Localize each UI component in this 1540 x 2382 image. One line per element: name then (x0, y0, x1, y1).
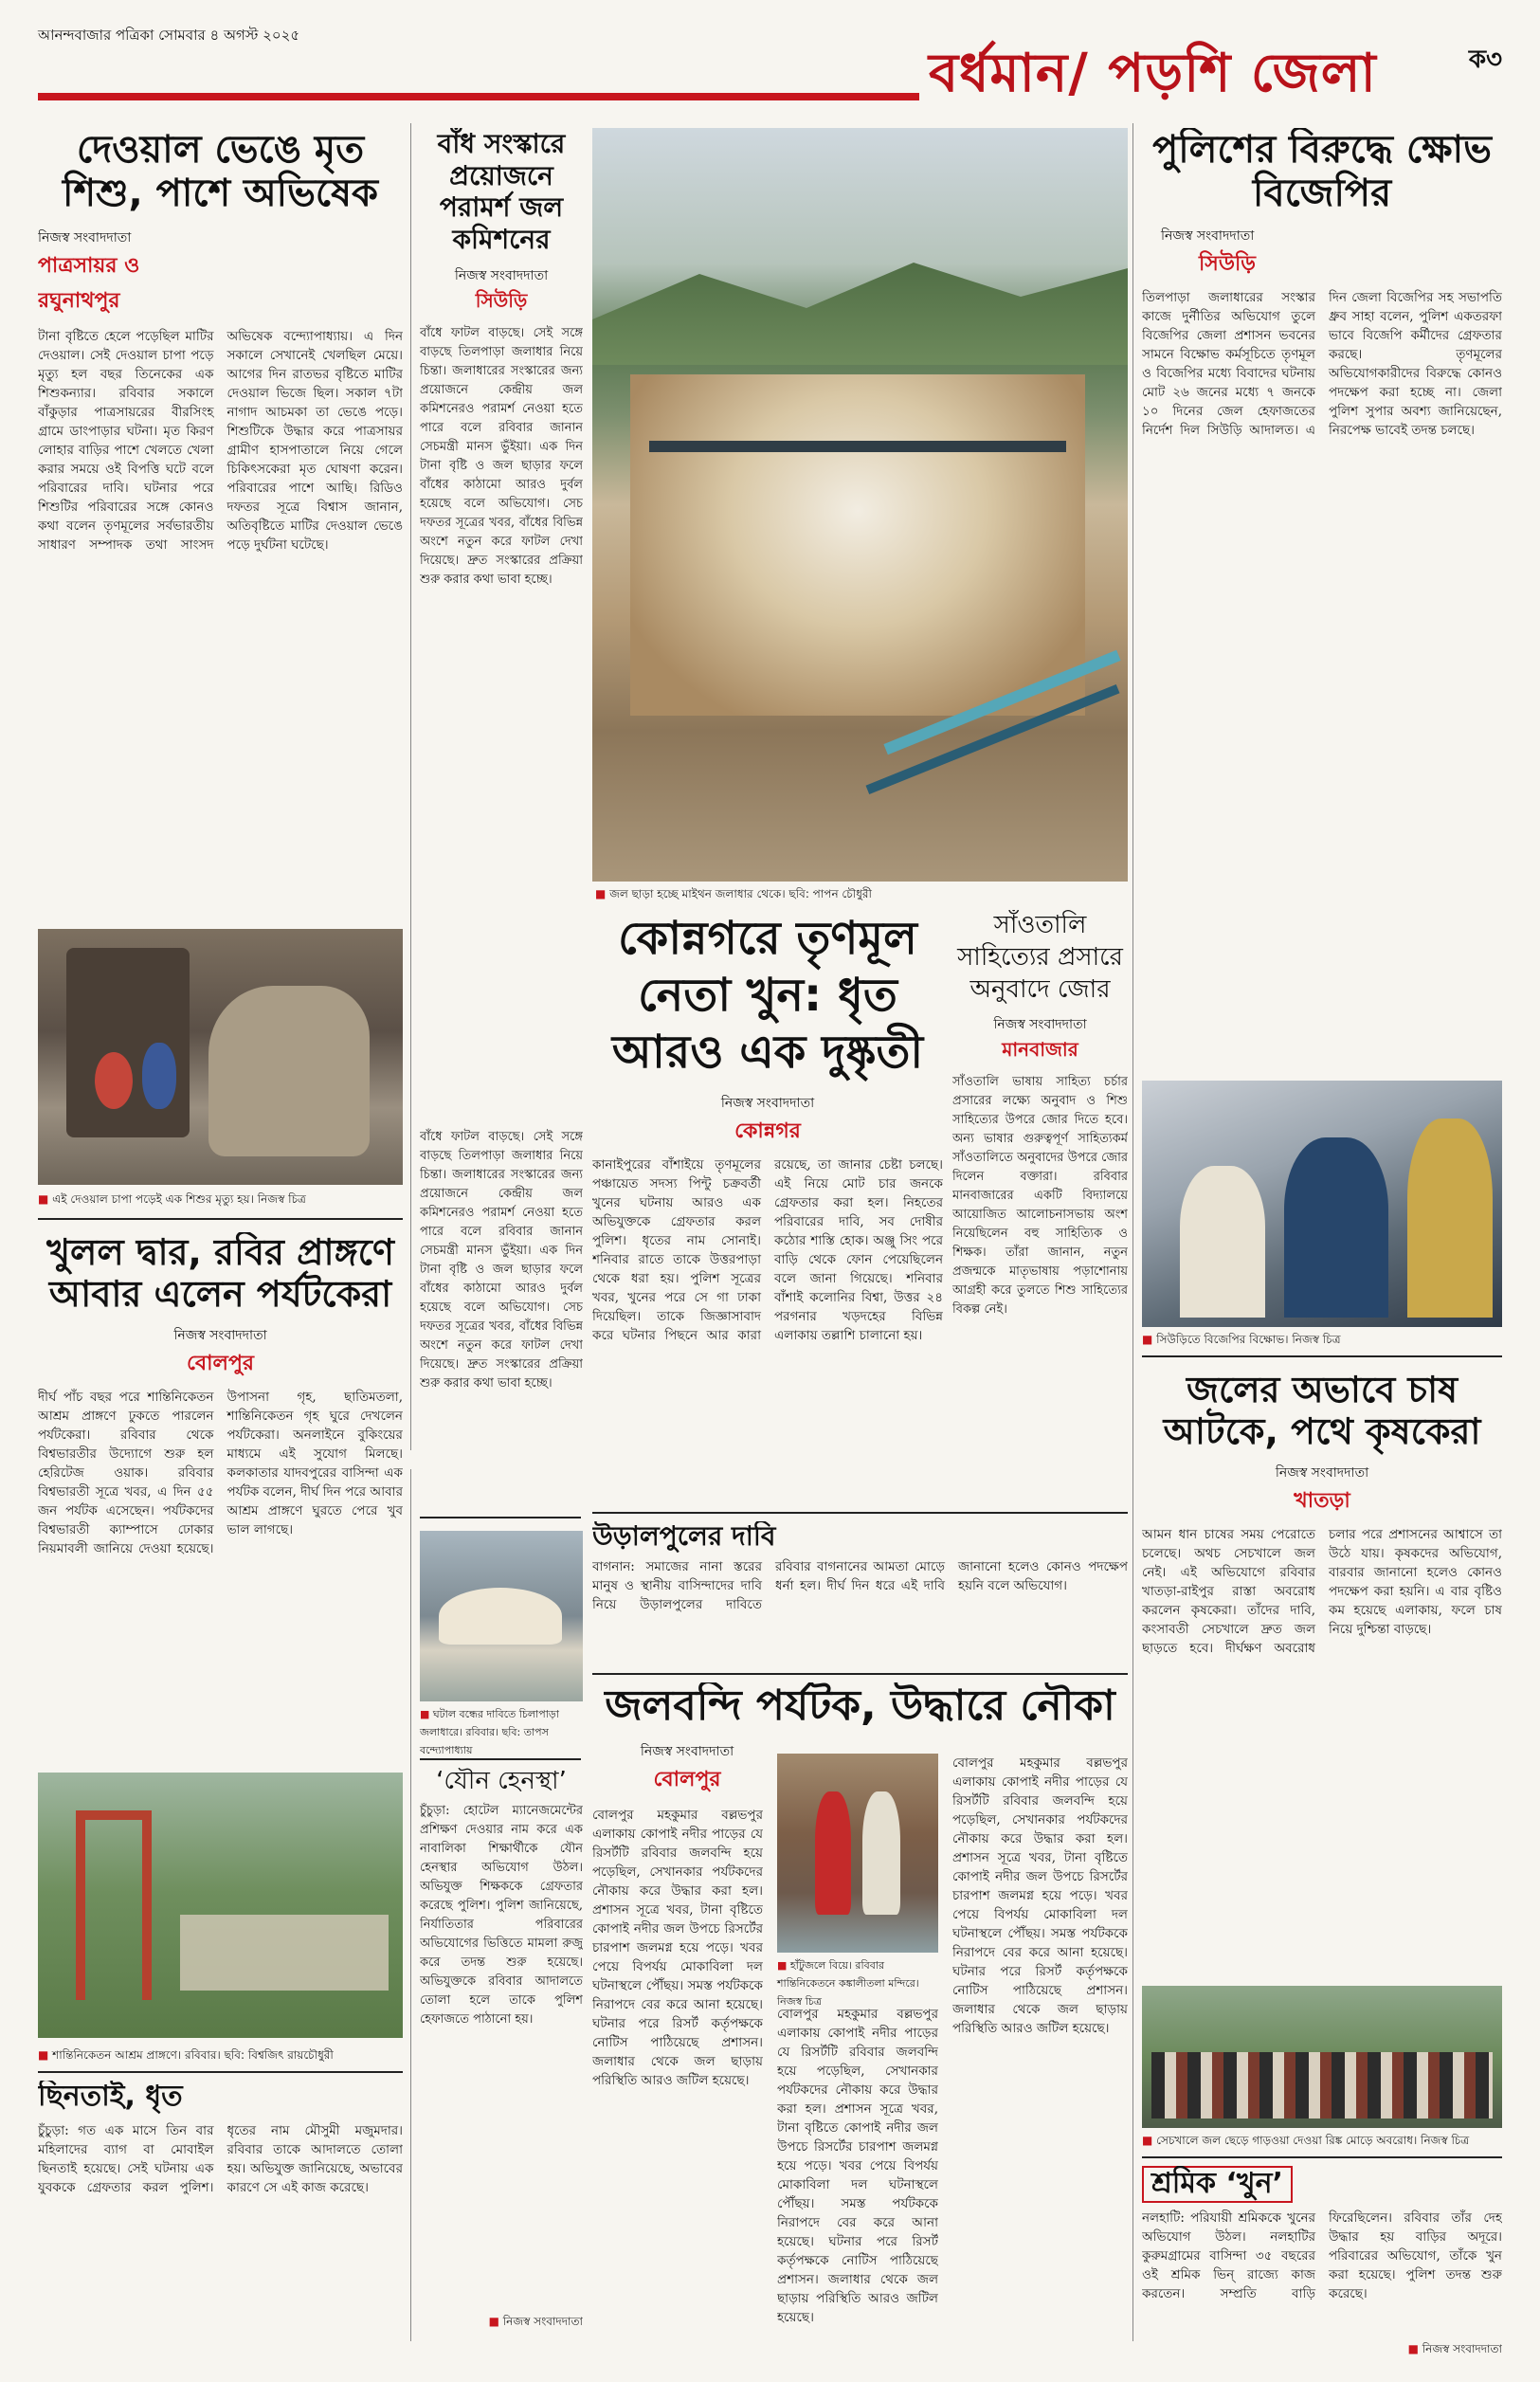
byline: নিজস্ব সংবাদদাতা (1161, 228, 1255, 244)
protest-photo (1142, 1081, 1502, 1327)
divider (1142, 1355, 1502, 1357)
headline: দেওয়াল ভেঙে মৃত শিশু, পাশে অভিষেক (62, 128, 379, 215)
column-rule (410, 123, 411, 1450)
headline: খুলল দ্বার, রবির প্রাঙ্গণে আবার এলেন পর্যটকেরা (46, 1232, 394, 1315)
headline: কোন্নগরে তৃণমূল নেতা খুন: ধৃত আরও এক দুষ্কৃতী (611, 912, 924, 1079)
story-dam-continued (420, 1128, 583, 1507)
byline: নিজস্ব সংবাদদাতা (720, 1096, 815, 1111)
dateline: সিউড়ি (475, 289, 528, 313)
article-body: বাঁধে ফাটল বাড়ছে। সেই সঙ্গে বাড়ছে তিলপাড়া জলাধার নিয়ে চিন্তা। জলাধারের সংস্কারের জন্য প্রয়োজনে কেন্দ্রীয় জল কমিশনেরও পরামর্শ নেওয়া হতে পারে বলে রবিবার জানান সেচমন্ত্রী মানস ভুঁইয়া। এক দিন টানা বৃষ্টি ও জল ছাড়ার ফলে বাঁধের কাঠামো আরও দুর্বল হয়েছে বলে অভিযোগ। সেচ দফতর সূত্রের খবর, বাঁধের বিভিন্ন অংশে নতুন করে ফাটল দেখা দিয়েছে। দ্রুত সংস্কারের প্রক্রিয়া শুরু করার কথা ভাবা হচ্ছে। (420, 326, 583, 588)
headline: শ্রমিক ‘খুন’ (1142, 2166, 1293, 2203)
article-body: চুঁচুড়া: গত এক মাসে তিন বার মহিলাদের ব্যাগ বা মোবাইল ছিনতাই হয়েছে। সেই ঘটনায় এক যুবককে গ্রেফতার করল পুলিশ। ধৃতের নাম মৌসুমী মজুমদার। রবিবার তাকে আদালতে তোলা হয়। অভিযুক্ত জানিয়েছে, অভাবের কারণে সে এই কাজ করেছে। (38, 2122, 403, 2195)
headline: জলবন্দি পর্যটক, উদ্ধারে নৌকা (605, 1682, 1115, 1730)
credit: ■ নিজস্ব সংবাদদাতা (1142, 2341, 1502, 2360)
photo-caption: ■ ঘটাল বন্ধের দাবিতে চিলাপাড়া জলাধারে। রবিবার। ছবি: তাপস বন্দ্যোপাধ্যায় (420, 1706, 583, 1760)
headline: জলের অভাবে চাষ আটকে, পথে কৃষকেরা (1163, 1370, 1481, 1452)
byline: নিজস্ব সংবাদদাতা (993, 1017, 1087, 1033)
dateline: সিউড়ি (1199, 252, 1256, 276)
photo-caption: ■ শান্তিনিকেতন আশ্রম প্রাঙ্গণে। রবিবার। ছবি: বিশ্বজিৎ রায়চৌধুরী (38, 2047, 403, 2066)
divider (1142, 2156, 1502, 2158)
byline: নিজস্ব সংবাদদাতা (640, 1743, 734, 1759)
article-body: দীর্ঘ পাঁচ বছর পরে শান্তিনিকেতন আশ্রম প্রাঙ্গণে ঢুকতে পারলেন পর্যটকেরা। রবিবার থেকে বিশ্বভারতীর উদ্যোগে শুরু হল হেরিটেজ ওয়াক। রবিবার বিশ্বভারতী সূত্রে খবর, এ দিন ৫৫ জন পর্যটক এসেছেন। পর্যটকদের বিশ্বভারতী ক্যাম্পাসে ঢোকার নিয়মাবলী জানিয়ে দেওয়া হয়েছে। উপাসনা গৃহ, ছাতিমতলা, শান্তিনিকেতন গৃহ ঘুরে দেখলেন পর্যটকেরা। অনলাইনে বুকিংয়ের মাধ্যমে এই সুযোগ মিলছে। কলকাতার যাদবপুরের বাসিন্দা এক পর্যটক বলেন, দীর্ঘ দিন পরে আবার আশ্রম প্রাঙ্গণে ঘুরতে পেরে খুব ভাল লাগছে। (38, 1390, 403, 1557)
dam-photo (592, 128, 1128, 882)
wedding-photo (777, 1754, 938, 1953)
collapsed-wall-photo (38, 929, 403, 1185)
article-body: নলহাটি: পরিযায়ী শ্রমিককে খুনের অভিযোগ উঠল। নলহাটির কুরুমগ্রামের বাসিন্দা ৩৫ বছরের ওই শ্রমিক ভিন্‌ রাজ্যে কাজ করতেন। সম্প্রতি বাড়ি ফিরেছিলেন। রবিবার তাঁর দেহ উদ্ধার হয় বাড়ির অদূরে। পরিবারের অভিযোগ, তাঁকে খুন করা হয়েছে। পুলিশ তদন্ত শুরু করেছে। (1142, 2209, 1502, 2301)
byline: নিজস্ব সংবাদদাতা (173, 1328, 267, 1344)
byline: নিজস্ব সংবাদদাতা (454, 268, 549, 284)
dateline: খাতড়া (1294, 1489, 1350, 1514)
reservoir-photo (420, 1531, 583, 1701)
story-harassment (420, 1768, 583, 2355)
dateline: বোলপুর (653, 1767, 721, 1791)
photo-caption: ■ এই দেওয়াল চাপা পড়েই এক শিশুর মৃত্যু হয়। নিজস্ব চিত্র (38, 1191, 306, 1210)
headline: ছিনতাই, ধৃত (38, 2081, 183, 2113)
divider (38, 2071, 403, 2073)
headline: সাঁওতালি সাহিত্যের প্রসারে অনুবাদে জোর (957, 911, 1123, 1004)
dateline: বোলপুর (187, 1352, 254, 1376)
headline: পুলিশের বিরুদ্ধে ক্ষোভ বিজেপির (1152, 128, 1492, 215)
article-body: টানা বৃষ্টিতে হেলে পড়েছিল মাটির দেওয়াল। সেই দেওয়াল চাপা পড়ে মৃত্যু হল বছর তিনেকের এক শিশুকন্যার। রবিবার সকালে বাঁকুড়ার পাত্রসায়রের বীরসিংহ গ্রামে ডাংপাড়ার ঘটনা। মৃত কিরণ লোহার বাড়ির পাশে খেলতে খেলা করার সময়ে ওই বিপত্তি ঘটে বলে পরিবারের দাবি। ঘটনার পরে শিশুটির পরিবারের সঙ্গে কোনও কথা বলেন তৃণমূলের সর্বভারতীয় সাধারণ সম্পাদক তথা সাংসদ অভিষেক বন্দ্যোপাধ্যায়। এ দিন সকালে সেখানেই খেলছিল মেয়ে। আগের দিন রাতভর বৃষ্টিতে মাটির দেওয়াল ভিজে ছিল। সকাল ৭টা নাগাদ আচমকা তা ভেঙে পড়ে। শিশুটিকে উদ্ধার করে পাত্রসায়র গ্রামীণ হাসপাতালে নিয়ে গেলে চিকিৎসকেরা মৃত ঘোষণা করেন। পরিবারের পাশে আছি। রিডিও দফতর সূত্রে বিশ্বাস জানান, অতিবৃষ্টিতে মাটির দেওয়াল ভেঙে পড়ে দুর্ঘটনা ঘটেছে। (38, 329, 403, 553)
story-konnagar-murder (592, 910, 943, 1498)
divider (420, 1517, 581, 1518)
section-title: বর্ধমান/ পড়শি জেলা (929, 43, 1377, 104)
story-worker-murder (1142, 2166, 1502, 2370)
article-body-continued: বোলপুর মহকুমার বল্লভপুর এলাকায় কোপাই নদীর পাড়ের যে রিসর্টটি রবিবার জলবন্দি হয়ে পড়েছিল, সেখানকার পর্যটকদের নৌকায় করে উদ্ধার করা হল। প্রশাসন সূত্রে খবর, টানা বৃষ্টিতে কোপাই নদীর জল উপচে রিসর্টের চারপাশ জলমগ্ন হয়ে পড়ে। খবর পেয়ে বিপর্যয় মোকাবিলা দল ঘটনাস্থলে পৌঁছয়। সমস্ত পর্যটককে নিরাপদে বের করে আনা হয়েছে। ঘটনার পরে রিসর্ট কর্তৃপক্ষকে নোটিস পাঠিয়েছে প্রশাসন। জলাধার থেকে জল ছাড়ায় পরিস্থিতি আরও জটিল হয়েছে। (777, 2007, 938, 2325)
story-flyover-demand (592, 1521, 1128, 1668)
story-snatching (38, 2081, 403, 2355)
article-body-continued: বোলপুর মহকুমার বল্লভপুর এলাকায় কোপাই নদীর পাড়ের যে রিসর্টটি রবিবার জলবন্দি হয়ে পড়েছিল, সেখানকার পর্যটকদের নৌকায় করে উদ্ধার করা হল। প্রশাসন সূত্রে খবর, টানা বৃষ্টিতে কোপাই নদীর জল উপচে রিসর্টের চারপাশ জলমগ্ন হয়ে পড়ে। খবর পেয়ে বিপর্যয় মোকাবিলা দল ঘটনাস্থলে পৌঁছয়। সমস্ত পর্যটককে নিরাপদে বের করে আনা হয়েছে। ঘটনার পরে রিসর্ট কর্তৃপক্ষকে নোটিস পাঠিয়েছে প্রশাসন। জলাধার থেকে জল ছাড়ায় পরিস্থিতি আরও জটিল হয়েছে। (952, 1755, 1128, 2036)
headline: বাঁধ সংস্কারে প্রয়োজনে পরামর্শ জল কমিশনের (437, 128, 566, 255)
story-dam-repair (420, 128, 583, 1123)
dateline: মানবাজার (1002, 1038, 1078, 1062)
story-stranded-tourists (592, 1682, 1128, 2355)
article-body-continued: বাঁধে ফাটল বাড়ছে। সেই সঙ্গে বাড়ছে তিলপাড়া জলাধার নিয়ে চিন্তা। জলাধারের সংস্কারের জন্য প্রয়োজনে কেন্দ্রীয় জল কমিশনেরও পরামর্শ নেওয়া হতে পারে বলে রবিবার জানান সেচমন্ত্রী মানস ভুঁইয়া। এক দিন টানা বৃষ্টি ও জল ছাড়ার ফলে বাঁধের কাঠামো আরও দুর্বল হয়েছে বলে অভিযোগ। সেচ দফতর সূত্রের খবর, বাঁধের বিভিন্ন অংশে নতুন করে ফাটল দেখা দিয়েছে। দ্রুত সংস্কারের প্রক্রিয়া শুরু করার কথা ভাবা হচ্ছে। (420, 1130, 583, 1391)
divider (592, 1673, 1128, 1675)
credit: ■ নিজস্ব সংবাদদাতা (420, 2314, 583, 2333)
article-body: তিলপাড়া জলাধারের সংস্কার কাজে দুর্নীতির অভিযোগ তুলে বিজেপির জেলা প্রশাসন ভবনের সামনে বিক্ষোভ কর্মসূচিতে তৃণমূল ও বিজেপির মধ্যে বিবাদের ঘটনায় মোট ২৬ জনের মধ্যে ৭ জনকে ১০ দিনের জেল হেফাজতের নির্দেশ দিল সিউড়ি আদালত। এ দিন জেলা বিজেপির সহ সভাপতি ধ্রুব সাহা বলেন, পুলিশ একতরফা ভাবে বিজেপি কর্মীদের গ্রেফতার করছে। তৃণমূলের অভিযোগকারীদের বিরুদ্ধে কোনও পদক্ষেপ করা হচ্ছে না। জেলা পুলিশ সুপার অবশ্য জানিয়েছেন, নিরপেক্ষ ভাবেই তদন্ত চলছে। (1142, 290, 1502, 438)
article-body: চুঁচুড়া: হোটেল ম্যানেজমেন্টের প্রশিক্ষণ দেওয়ার নাম করে এক নাবালিকা শিক্ষার্থীকে যৌন হেনস্থার অভিযোগ উঠল। অভিযুক্ত শিক্ষককে গ্রেফতার করেছে পুলিশ। পুলিশ জানিয়েছে, নির্যাতিতার পরিবারের অভিযোগের ভিত্তিতে মামলা রুজু করে তদন্ত শুরু হয়েছে। অভিযুক্তকে রবিবার আদালতে তোলা হলে তাকে পুলিশ হেফাজতে পাঠানো হয়। (420, 1803, 583, 2027)
story-santali-literature (952, 910, 1128, 1498)
column-rule (1132, 123, 1133, 2341)
page-number: ক৩ (1468, 45, 1502, 74)
dateline: পাত্রসায়র ও রঘুনাথপুর (38, 254, 140, 313)
photo-caption: ■ হাঁটুজলে বিয়ে। রবিবার শান্তিনিকেতনে কঙ্কালীতলা মন্দিরে। নিজস্ব চিত্র (777, 1957, 938, 2011)
article-body: বাগনান: সমাজের নানা স্তরের মানুষ ও স্থানীয় বাসিন্দাদের দাবি নিয়ে উড়ালপুলের দাবিতে রবিবার বাগনানের আমতা মোড়ে ধর্না হল। দীর্ঘ দিন ধরে এই দাবি জানানো হলেও কোনও পদক্ষেপ হয়নি বলে অভিযোগ। (592, 1559, 1128, 1613)
dateline: কোন্নগর (734, 1119, 801, 1143)
story-farmers-blockade (1142, 1370, 1502, 2014)
masthead-paper-date: আনন্দবাজার পত্রিকা সোমবার ৪ অগস্ট ২০২৫ (38, 27, 300, 44)
article-body: সাঁওতালি ভাষায় সাহিত্য চর্চার প্রসারের লক্ষ্যে অনুবাদ ও শিশু সাহিত্যের উপরে জোর দিতে হবে। অন্য ভাষার গুরুত্বপূর্ণ সাহিত্যকর্ম সাঁওতালিতে অনুবাদের উপরে জোর দিলেন বক্তারা। রবিবার মানবাজারের একটি বিদ্যালয়ে আয়োজিত আলোচনাসভায় অংশ নিয়েছিলেন বহু সাহিত্যিক ও শিক্ষক। তাঁরা জানান, নতুন প্রজন্মকে মাতৃভাষায় পড়াশোনায় আগ্রহী করে তুলতে শিশু সাহিত্যের বিকল্প নেই। (952, 1075, 1128, 1318)
byline: নিজস্ব সংবাদদাতা (1275, 1465, 1369, 1482)
masthead (0, 0, 1540, 104)
headline: উড়ালপুলের দাবি (592, 1521, 776, 1552)
article-body: বোলপুর মহকুমার বল্লভপুর এলাকায় কোপাই নদীর পাড়ের যে রিসর্টটি রবিবার জলবন্দি হয়ে পড়েছিল, সেখানকার পর্যটকদের নৌকায় করে উদ্ধার করা হল। প্রশাসন সূত্রে খবর, টানা বৃষ্টিতে কোপাই নদীর জল উপচে রিসর্টের চারপাশ জলমগ্ন হয়ে পড়ে। খবর পেয়ে বিপর্যয় মোকাবিলা দল ঘটনাস্থলে পৌঁছয়। সমস্ত পর্যটককে নিরাপদে বের করে আনা হয়েছে। ঘটনার পরে রিসর্ট কর্তৃপক্ষকে নোটিস পাঠিয়েছে প্রশাসন। জলাধার থেকে জল ছাড়ায় পরিস্থিতি আরও জটিল হয়েছে। (592, 1808, 763, 2088)
article-body: আমন ধান চাষের সময় পেরোতে চলেছে। অথচ সেচখালে জল নেই। এই অভিযোগে রবিবার খাতড়া-রাইপুর রাস্তা অবরোধ করলেন কৃষকেরা। তাঁদের দাবি, কংসাবতী সেচখালে দ্রুত জল ছাড়তে হবে। দীর্ঘক্ষণ অবরোধ চলার পরে প্রশাসনের আশ্বাসে তা উঠে যায়। কৃষকদের অভিযোগ, বারবার জানানো হলেও কোনও পদক্ষেপ করা হয়নি। এ বার বৃষ্টিও কম হয়েছে এলাকায়, ফলে চাষ নিয়ে দুশ্চিন্তা বাড়ছে। (1142, 1527, 1502, 1657)
farmers-photo (1142, 1986, 1502, 2128)
headline: ‘যৌন হেনস্থা’ (436, 1768, 567, 1795)
divider (38, 1218, 403, 1220)
divider (592, 1512, 1128, 1514)
story-child-death (38, 128, 403, 1218)
article-body: কানাইপুরের বাঁশাইয়ে তৃণমূলের পঞ্চায়েত সদস্য পিন্টু চক্রবর্তী খুনের ঘটনায় আরও এক অভিযুক্তকে গ্রেফতার করল পুলিশ। ধৃতের নাম সোনাই। শনিবার রাতে তাকে উত্তরপাড়া থেকে ধরা হয়। পুলিশ সূত্রের খবর, খুনের পরে সে গা ঢাকা দিয়েছিল। তাকে জিজ্ঞাসাবাদ করে ঘটনার পিছনে আর কারা রয়েছে, তা জানার চেষ্টা চলছে। এই নিয়ে মোট চার জনকে গ্রেফতার করা হল। নিহতের পরিবারের দাবি, সব দোষীর কঠোর শাস্তি হোক। অঞ্জু সিং পরে বাড়ি থেকে ফোন পেয়েছিলেন বলে জানা গিয়েছে। শনিবার বাঁশাই কলোনির বিশ্বা, উত্তর ২৪ পরগনার খড়দহের বিভিন্ন এলাকায় তল্লাশি চালানো হয়। (592, 1157, 943, 1343)
photo-caption: ■ জল ছাড়া হচ্ছে মাইথন জলাধার থেকে। ছবি: পাপন চৌধুরী (595, 886, 872, 905)
column-rule (410, 1469, 411, 2341)
photo-caption: ■ সিউড়িতে বিজেপির বিক্ষোভ। নিজস্ব চিত্র (1142, 1332, 1341, 1351)
shantiniketan-photo (38, 1773, 403, 2038)
divider (420, 1758, 581, 1760)
masthead-rule (38, 93, 919, 100)
byline: নিজস্ব সংবাদদাতা (38, 230, 132, 245)
photo-caption: ■ সেচখালে জল ছেড়ে গাড়ওয়া দেওয়া রিঙ্ক মোড়ে অবরোধ। নিজস্ব চিত্র (1142, 2133, 1502, 2152)
